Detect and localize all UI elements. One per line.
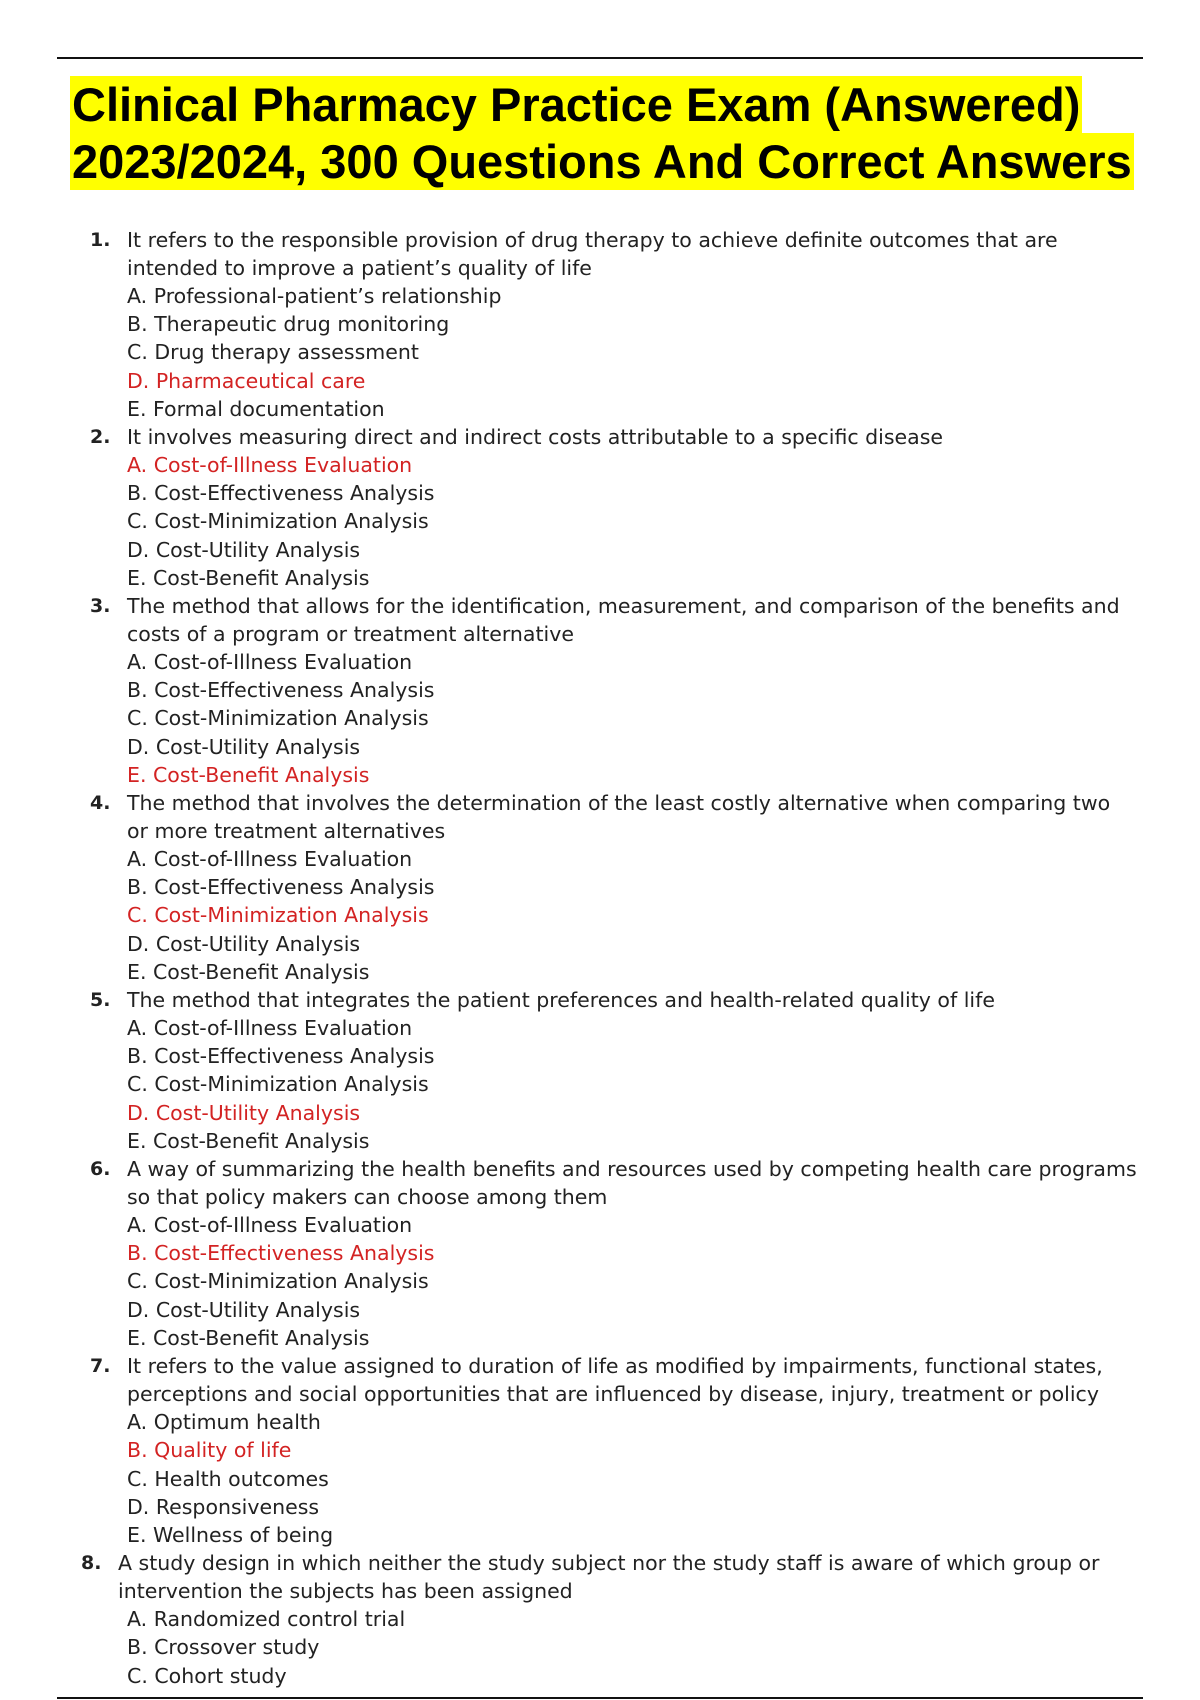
answer-options bbox=[127, 648, 1137, 789]
answer-option: E. Wellness of being bbox=[127, 1522, 334, 1547]
answer-option: A. Randomized control trial bbox=[127, 1607, 406, 1632]
correct-answer-option: E. Cost-Benefit Analysis bbox=[127, 762, 370, 787]
question-item bbox=[0, 592, 1137, 789]
top-rule bbox=[57, 57, 1143, 59]
answer-options bbox=[127, 845, 1137, 986]
question-text: The method that allows for the identification, measurement, and comparison of the benefits and costs of a program or treatment alternative bbox=[127, 594, 1120, 647]
correct-answer-option: C. Cost-Minimization Analysis bbox=[127, 903, 429, 928]
answer-option: A. Optimum health bbox=[127, 1410, 321, 1435]
answer-options bbox=[127, 451, 1137, 592]
answer-option: C. Cohort study bbox=[127, 1663, 287, 1688]
answer-option: C. Cost-Minimization Analysis bbox=[127, 509, 429, 534]
page-title bbox=[70, 76, 1134, 190]
answer-option: E. Cost-Benefit Analysis bbox=[127, 565, 370, 590]
answer-options bbox=[127, 1211, 1137, 1352]
question-text: It refers to the value assigned to duration of life as modified by impairments, functional states, perceptions and social opportunities that are influenced by disease, injury, treatment or policy bbox=[127, 1354, 1103, 1407]
title-line-2: 2023/2024, 300 Questions And Correct Answers bbox=[72, 135, 1132, 188]
answer-option: B. Cost-Effectiveness Analysis bbox=[127, 678, 435, 703]
question-number: 4. bbox=[90, 792, 111, 815]
answer-option: A. Cost-of-Illness Evaluation bbox=[127, 1016, 413, 1041]
answer-option: C. Cost-Minimization Analysis bbox=[127, 706, 429, 731]
answer-options bbox=[127, 1014, 1137, 1155]
question-item bbox=[0, 1155, 1137, 1352]
correct-answer-option: D. Pharmaceutical care bbox=[127, 368, 366, 393]
question-item bbox=[0, 986, 1137, 1155]
question-number: 5. bbox=[90, 989, 111, 1012]
question-item bbox=[0, 1549, 1128, 1690]
question-text: The method that integrates the patient preferences and health-related quality of life bbox=[127, 988, 995, 1013]
answer-option: C. Cost-Minimization Analysis bbox=[127, 1072, 429, 1097]
answer-option: B. Therapeutic drug monitoring bbox=[127, 312, 450, 337]
answer-option: A. Cost-of-Illness Evaluation bbox=[127, 1213, 413, 1238]
answer-option: D. Cost-Utility Analysis bbox=[127, 1297, 361, 1322]
correct-answer-option: D. Cost-Utility Analysis bbox=[127, 1100, 361, 1125]
question-text: A study design in which neither the study subject nor the study staff is aware of which group or intervention the subjects has been assigned bbox=[118, 1551, 1100, 1604]
question-number: 8. bbox=[81, 1552, 102, 1575]
answer-option: C. Health outcomes bbox=[127, 1466, 329, 1491]
answer-option: A. Professional-patient’s relationship bbox=[127, 284, 502, 308]
question-number: 1. bbox=[90, 229, 111, 251]
answer-option: C. Drug therapy assessment bbox=[127, 340, 419, 365]
question-text: The method that involves the determination of the least costly alternative when comparing two or more treatment alternatives bbox=[127, 791, 1111, 844]
correct-answer-option: A. Cost-of-Illness Evaluation bbox=[127, 453, 413, 478]
question-item bbox=[0, 789, 1137, 986]
bottom-rule bbox=[57, 1697, 1143, 1699]
question-item bbox=[0, 1352, 1137, 1549]
answer-option: E. Formal documentation bbox=[127, 396, 385, 421]
question-list bbox=[0, 226, 1200, 1696]
answer-option: B. Cost-Effectiveness Analysis bbox=[127, 481, 435, 506]
correct-answer-option: B. Quality of life bbox=[127, 1438, 292, 1463]
answer-option: A. Cost-of-Illness Evaluation bbox=[127, 650, 413, 675]
correct-answer-option: B. Cost-Effectiveness Analysis bbox=[127, 1241, 435, 1266]
question-text: It involves measuring direct and indirect costs attributable to a specific disease bbox=[127, 425, 944, 450]
answer-options bbox=[127, 1408, 1137, 1549]
answer-option: A. Cost-of-Illness Evaluation bbox=[127, 847, 413, 872]
question-number: 2. bbox=[90, 426, 111, 449]
answer-option: E. Cost-Benefit Analysis bbox=[127, 1325, 370, 1350]
question-number: 7. bbox=[90, 1355, 111, 1378]
question-item bbox=[0, 226, 1137, 423]
answer-option: C. Cost-Minimization Analysis bbox=[127, 1269, 429, 1294]
answer-option: E. Cost-Benefit Analysis bbox=[127, 1128, 370, 1153]
answer-option: B. Cost-Effectiveness Analysis bbox=[127, 875, 435, 900]
answer-option: D. Cost-Utility Analysis bbox=[127, 734, 361, 759]
answer-option: D. Responsiveness bbox=[127, 1494, 320, 1519]
answer-options bbox=[118, 1605, 1128, 1690]
answer-option: E. Cost-Benefit Analysis bbox=[127, 959, 370, 984]
answer-option: B. Cost-Effectiveness Analysis bbox=[127, 1044, 435, 1069]
question-number: 3. bbox=[90, 595, 111, 618]
answer-options bbox=[127, 282, 1137, 423]
question-text: A way of summarizing the health benefits and resources used by competing health care programs so that policy makers can choose among them bbox=[127, 1157, 1137, 1210]
answer-option: B. Crossover study bbox=[127, 1635, 320, 1660]
answer-option: D. Cost-Utility Analysis bbox=[127, 537, 361, 562]
title-line-1: Clinical Pharmacy Practice Exam (Answered) bbox=[72, 78, 1081, 131]
question-number: 6. bbox=[90, 1158, 111, 1181]
answer-option: D. Cost-Utility Analysis bbox=[127, 931, 361, 956]
question-text: It refers to the responsible provision of drug therapy to achieve definite outcomes that are intended to improve a patient’s quality of life bbox=[127, 228, 1058, 280]
question-item bbox=[0, 423, 1137, 592]
